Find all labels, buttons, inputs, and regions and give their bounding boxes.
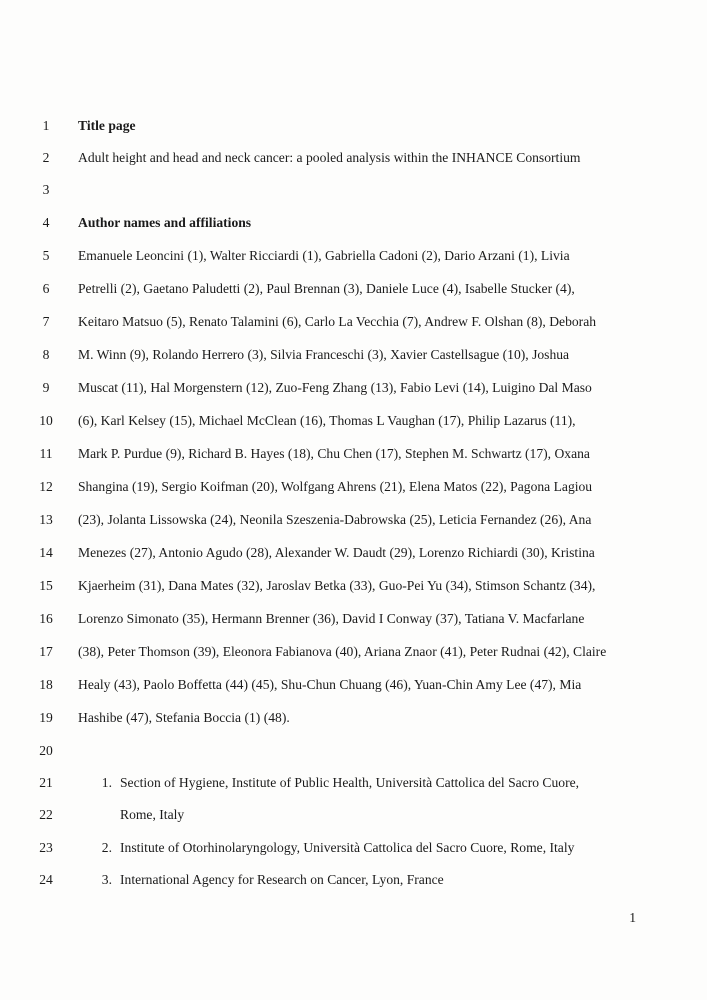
section-heading-authors: Author names and affiliations — [78, 215, 252, 230]
line-number: 5 — [42, 248, 50, 263]
line-number: 14 — [39, 545, 53, 560]
author-list-line: (6), Karl Kelsey (15), Michael McClean (16), Thomas L Vaughan (17), Philip Lazarus (11), — [78, 413, 576, 428]
affiliation-text: International Agency for Research on Cancer, Lyon, France — [120, 872, 444, 887]
line-number: 12 — [39, 479, 53, 494]
author-list-line: Kjaerheim (31), Dana Mates (32), Jaroslav Betka (33), Guo-Pei Yu (34), Stimson Schantz (34), — [78, 578, 596, 593]
author-list-line: Menezes (27), Antonio Agudo (28), Alexander W. Daudt (29), Lorenzo Richiardi (30), Kristina — [78, 545, 595, 560]
line-number: 4 — [42, 215, 50, 230]
line-number: 23 — [39, 840, 53, 855]
author-list-line: Muscat (11), Hal Morgenstern (12), Zuo-Feng Zhang (13), Fabio Levi (14), Luigino Dal Maso — [78, 380, 592, 395]
line-number: 22 — [39, 807, 53, 822]
line-8 — [0, 345, 707, 365]
affiliation-text: Institute of Otorhinolaryngology, Università Cattolica del Sacro Cuore, Rome, Italy — [120, 840, 575, 855]
author-list-line: Healy (43), Paolo Boffetta (44) (45), Shu-Chun Chuang (46), Yuan-Chin Amy Lee (47), Mia — [78, 677, 582, 692]
line-7 — [0, 312, 707, 332]
author-list-line: Lorenzo Simonato (35), Hermann Brenner (36), David I Conway (37), Tatiana V. Macfarlane — [78, 611, 585, 626]
author-list-line: Hashibe (47), Stefania Boccia (1) (48). — [78, 710, 290, 725]
line-number: 3 — [42, 182, 50, 197]
line-1 — [0, 116, 707, 136]
line-2 — [0, 148, 707, 168]
line-number: 19 — [39, 710, 53, 725]
line-23 — [0, 838, 707, 858]
line-number: 9 — [42, 380, 50, 395]
line-11 — [0, 444, 707, 464]
line-21 — [0, 773, 707, 793]
line-number: 7 — [42, 314, 50, 329]
line-number: 16 — [39, 611, 53, 626]
line-13 — [0, 510, 707, 530]
line-22 — [0, 805, 707, 825]
line-24 — [0, 870, 707, 890]
author-list-line: M. Winn (9), Rolando Herrero (3), Silvia Franceschi (3), Xavier Castellsague (10), Joshua — [78, 347, 570, 362]
line-16 — [0, 609, 707, 629]
line-number: 1 — [42, 118, 50, 133]
author-list-line: Petrelli (2), Gaetano Paludetti (2), Paul Brennan (3), Daniele Luce (4), Isabelle Stucker (4), — [78, 281, 575, 296]
line-17 — [0, 642, 707, 662]
line-number: 8 — [42, 347, 50, 362]
author-list-line: (38), Peter Thomson (39), Eleonora Fabianova (40), Ariana Znaor (41), Peter Rudnai (42), Claire — [78, 644, 607, 659]
author-list-line: Emanuele Leoncini (1), Walter Ricciardi (1), Gabriella Cadoni (2), Dario Arzani (1), Livia — [78, 248, 570, 263]
line-15 — [0, 576, 707, 596]
line-6 — [0, 279, 707, 299]
author-list-line: Mark P. Purdue (9), Richard B. Hayes (18), Chu Chen (17), Stephen M. Schwartz (17), Oxana — [78, 446, 590, 461]
line-number: 2 — [42, 150, 50, 165]
line-20 — [0, 741, 707, 761]
line-number: 15 — [39, 578, 53, 593]
affiliation-number: 2. — [101, 840, 112, 855]
line-number: 18 — [39, 677, 53, 692]
line-number: 10 — [39, 413, 53, 428]
line-number: 24 — [39, 872, 53, 887]
section-heading-title-page: Title page — [78, 118, 136, 133]
line-14 — [0, 543, 707, 563]
affiliation-text: Rome, Italy — [120, 807, 185, 822]
line-number: 20 — [39, 743, 53, 758]
line-18 — [0, 675, 707, 695]
line-number: 6 — [42, 281, 50, 296]
page-number: 1 — [629, 910, 636, 925]
affiliation-number: 3. — [101, 872, 112, 887]
author-list-line: Keitaro Matsuo (5), Renato Talamini (6), Carlo La Vecchia (7), Andrew F. Olshan (8), Deborah — [78, 314, 597, 329]
line-number: 21 — [39, 775, 53, 790]
author-list-line: Shangina (19), Sergio Koifman (20), Wolfgang Ahrens (21), Elena Matos (22), Pagona Lagiou — [78, 479, 593, 494]
line-5 — [0, 246, 707, 266]
line-12 — [0, 477, 707, 497]
line-10 — [0, 411, 707, 431]
line-number: 17 — [39, 644, 53, 659]
line-number: 11 — [39, 446, 53, 461]
line-number: 13 — [39, 512, 53, 527]
paper-title: Adult height and head and neck cancer: a pooled analysis within the INHANCE Consortium — [78, 150, 581, 165]
line-19 — [0, 708, 707, 728]
author-list-line: (23), Jolanta Lissowska (24), Neonila Szeszenia-Dabrowska (25), Leticia Fernandez (26), Ana — [78, 512, 592, 527]
line-4 — [0, 213, 707, 233]
affiliation-number: 1. — [101, 775, 112, 790]
line-3 — [0, 180, 707, 200]
affiliation-text: Section of Hygiene, Institute of Public Health, Università Cattolica del Sacro Cuore, — [120, 775, 580, 790]
line-9 — [0, 378, 707, 398]
